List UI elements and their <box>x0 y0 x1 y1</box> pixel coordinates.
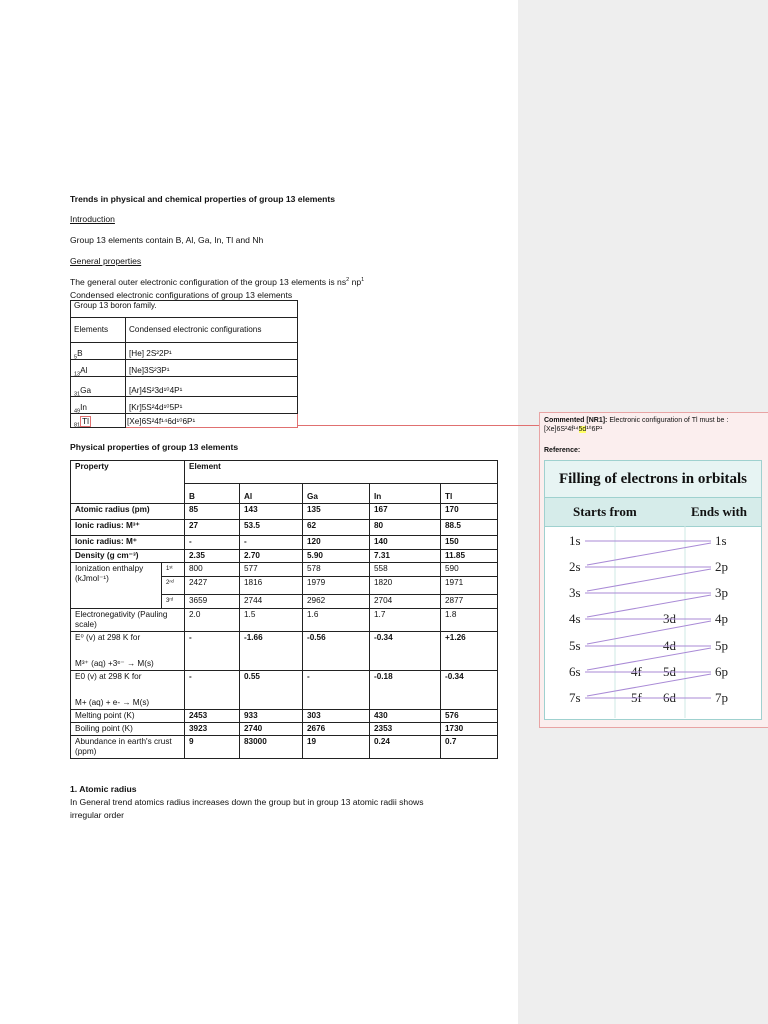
element-symbol: Al <box>80 366 88 375</box>
prop-cell: 2427 <box>185 577 240 595</box>
prop-cell: 1816 <box>240 577 303 595</box>
prop-cell: 0.7 <box>441 736 498 759</box>
prop-cell: 1730 <box>441 723 498 736</box>
prop-label-line-2: M+ (aq) + e- → M(s) <box>75 698 150 707</box>
prop-cell: 1971 <box>441 577 498 595</box>
config-element <box>71 414 126 428</box>
orbital-d-label: 6d <box>663 690 676 705</box>
prop-cell: 143 <box>240 504 303 520</box>
general-sup-1: 2 <box>346 277 350 284</box>
config-row <box>71 397 298 414</box>
prop-cell: 62 <box>303 520 370 536</box>
prop-row <box>71 632 498 671</box>
prop-cell: 800 <box>185 563 240 577</box>
orbital-end-label: 2p <box>715 559 728 574</box>
prop-cell: 140 <box>370 536 441 550</box>
prop-cell: 303 <box>303 710 370 723</box>
orbital-f-label: 4f <box>631 664 642 679</box>
prop-label-line: Density (g cm⁻³) <box>75 551 139 560</box>
prop-cell: - <box>185 536 240 550</box>
element-symbol: Ga <box>80 386 92 395</box>
prop-label-line: E0 (v) at 298 K for <box>75 672 142 681</box>
prop-label-line: Electronegativity (Pauling scale) <box>75 610 168 629</box>
prop-sub-label: 2ⁿᵈ <box>162 577 185 595</box>
prop-cell: 1.7 <box>370 609 441 632</box>
general-text-main: The general outer electronic configuration of the group 13 elements is ns <box>70 277 347 287</box>
prop-cell: 170 <box>441 504 498 520</box>
comment-connector-line <box>298 425 539 426</box>
prop-cell: 1.8 <box>441 609 498 632</box>
prop-cell: - <box>303 671 370 710</box>
prop-label <box>71 536 185 550</box>
comment-highlight: 5d <box>578 426 587 433</box>
atomic-heading: 1. Atomic radius <box>70 784 137 794</box>
prop-element-header: Al <box>240 484 303 504</box>
prop-row <box>71 710 498 723</box>
orbital-col-starts: Starts from <box>573 504 637 519</box>
intro-heading: Introduction <box>70 214 115 224</box>
orbital-start-label: 5s <box>569 638 581 653</box>
prop-cell: 2353 <box>370 723 441 736</box>
prop-cell: 27 <box>185 520 240 536</box>
properties-table <box>70 460 498 759</box>
prop-row <box>71 609 498 632</box>
prop-row <box>71 736 498 759</box>
prop-cell: 430 <box>370 710 441 723</box>
prop-cell: 2877 <box>441 595 498 609</box>
orbital-arrow <box>587 543 711 565</box>
prop-cell: 576 <box>441 710 498 723</box>
prop-label-line: Ionic radius: M⁺ <box>75 537 138 546</box>
config-value: [Ne]3S²3P¹ <box>126 360 298 377</box>
prop-cell: 1979 <box>303 577 370 595</box>
prop-cell: +1.26 <box>441 632 498 671</box>
prop-cell: 5.90 <box>303 550 370 563</box>
prop-cell: 11.85 <box>441 550 498 563</box>
prop-cell: 85 <box>185 504 240 520</box>
prop-cell: 80 <box>370 520 441 536</box>
prop-col-property: Property <box>71 461 185 504</box>
atomic-number: 81 <box>74 422 81 429</box>
prop-label-line: Abundance in earth's crust (ppm) <box>75 737 172 756</box>
prop-element-header: Ga <box>303 484 370 504</box>
prop-cell: 2962 <box>303 595 370 609</box>
prop-cell: 88.5 <box>441 520 498 536</box>
prop-cell: 0.55 <box>240 671 303 710</box>
prop-cell: 2453 <box>185 710 240 723</box>
orbital-start-label: 3s <box>569 585 581 600</box>
orbital-arrow <box>587 569 711 591</box>
orbital-end-label: 3p <box>715 585 728 600</box>
prop-row <box>71 671 498 710</box>
prop-label <box>71 710 185 723</box>
condensed-text: Condensed electronic configurations of group 13 elements <box>70 290 293 300</box>
config-value: [Kr]5S²4d¹⁰5P¹ <box>126 397 298 414</box>
prop-row <box>71 504 498 520</box>
atomic-number: 31 <box>74 391 81 398</box>
prop-row <box>71 723 498 736</box>
prop-sub-label: 3ʳᵈ <box>162 595 185 609</box>
orbital-arrow <box>587 648 711 670</box>
prop-cell: 7.31 <box>370 550 441 563</box>
prop-cell: 590 <box>441 563 498 577</box>
config-row <box>71 377 298 397</box>
prop-cell: 120 <box>303 536 370 550</box>
prop-cell: 150 <box>441 536 498 550</box>
orbital-end-label: 6p <box>715 664 728 679</box>
orbital-start-label: 1s <box>569 533 581 548</box>
prop-label <box>71 609 185 632</box>
prop-cell: 1.6 <box>303 609 370 632</box>
prop-cell: 2740 <box>240 723 303 736</box>
prop-element-header: In <box>370 484 441 504</box>
config-table <box>70 300 298 428</box>
orbital-f-label: 5f <box>631 690 642 705</box>
element-symbol: B <box>77 349 83 358</box>
prop-label <box>71 723 185 736</box>
config-value: [He] 2S²2P¹ <box>126 343 298 360</box>
prop-cell: 0.24 <box>370 736 441 759</box>
comment-label: Commented [NR1]: <box>544 417 608 424</box>
prop-cell: 2676 <box>303 723 370 736</box>
prop-label <box>71 736 185 759</box>
prop-cell: 83000 <box>240 736 303 759</box>
prop-row <box>71 563 498 577</box>
orbital-start-label: 7s <box>569 690 581 705</box>
prop-cell: 2744 <box>240 595 303 609</box>
prop-cell: 2.70 <box>240 550 303 563</box>
config-row <box>71 343 298 360</box>
orbital-figure-title: Filling of electrons in orbitals <box>545 461 761 498</box>
prop-cell: - <box>240 536 303 550</box>
prop-row <box>71 536 498 550</box>
prop-cell: -0.56 <box>303 632 370 671</box>
prop-label <box>71 671 185 710</box>
prop-row <box>71 550 498 563</box>
prop-sub-label: 1ˢᵗ <box>162 563 185 577</box>
prop-cell: 3923 <box>185 723 240 736</box>
orbital-figure-header <box>545 498 761 527</box>
element-symbol: Tl <box>82 417 89 426</box>
prop-cell: -1.66 <box>240 632 303 671</box>
config-element <box>71 343 126 360</box>
doc-title: Trends in physical and chemical properties of group 13 elements <box>70 194 336 204</box>
orbital-d-label: 4d <box>663 638 676 653</box>
comment-body: Electronic configuration of Tl must be : [Xe]6S²4f¹⁴ <box>544 417 729 433</box>
prop-label-line: Atomic radius (pm) <box>75 505 150 514</box>
prop-row <box>71 520 498 536</box>
intro-text: Group 13 elements contain B, Al, Ga, In, Tl and Nh <box>70 235 264 245</box>
orbital-d-label: 3d <box>663 611 676 626</box>
prop-cell: 933 <box>240 710 303 723</box>
config-value: [Ar]4S²3d¹⁰4P¹ <box>126 377 298 397</box>
prop-cell: -0.18 <box>370 671 441 710</box>
config-element <box>71 397 126 414</box>
prop-cell: -0.34 <box>370 632 441 671</box>
general-heading: General properties <box>70 256 142 266</box>
orbital-start-label: 6s <box>569 664 581 679</box>
orbital-d-label: 5d <box>663 664 676 679</box>
prop-cell: 1820 <box>370 577 441 595</box>
general-np: np <box>349 277 362 287</box>
orbital-arrow <box>587 621 711 644</box>
prop-label-line: E⁰ (v) at 298 K for <box>75 633 141 642</box>
prop-cell: 53.5 <box>240 520 303 536</box>
prop-cell: 9 <box>185 736 240 759</box>
orbital-arrow <box>587 595 711 617</box>
orbital-col-ends: Ends with <box>691 504 747 519</box>
general-sup-2: 1 <box>361 277 365 284</box>
prop-cell: 1.5 <box>240 609 303 632</box>
prop-label <box>71 550 185 563</box>
element-symbol: In <box>80 403 87 412</box>
prop-cell: 167 <box>370 504 441 520</box>
atomic-number: 49 <box>74 408 81 415</box>
orbital-start-label: 4s <box>569 611 581 626</box>
comment-reference: Reference: <box>544 447 581 454</box>
orbital-end-label: 1s <box>715 533 727 548</box>
prop-col-element: Element <box>185 461 498 484</box>
atomic-text-1: In General trend atomics radius increases down the group but in group 13 atomic radii shows <box>70 797 424 807</box>
prop-label <box>71 504 185 520</box>
prop-element-header: Tl <box>441 484 498 504</box>
orbital-start-label: 2s <box>569 559 581 574</box>
prop-cell: 2.35 <box>185 550 240 563</box>
prop-cell: -0.34 <box>441 671 498 710</box>
orbital-end-label: 4p <box>715 611 728 626</box>
config-row <box>71 360 298 377</box>
comment-body-end: ¹⁰6P¹ <box>586 426 603 433</box>
prop-label-line: Boiling point (K) <box>75 724 133 733</box>
physical-heading: Physical properties of group 13 elements <box>70 442 239 452</box>
prop-label <box>71 520 185 536</box>
orbital-arrows <box>545 526 761 718</box>
prop-cell: - <box>185 632 240 671</box>
config-row <box>71 414 298 428</box>
atomic-number: 13 <box>74 371 81 378</box>
atomic-number: 5 <box>74 354 78 361</box>
config-col-elements: Elements <box>71 318 126 343</box>
prop-label <box>71 632 185 671</box>
prop-cell: 19 <box>303 736 370 759</box>
atomic-text-2: irregular order <box>70 810 124 820</box>
prop-label-line: Melting point (K) <box>75 711 135 720</box>
prop-label: Ionization enthalpy (kJmol⁻¹) <box>71 563 162 609</box>
prop-element-header: B <box>185 484 240 504</box>
prop-cell: 558 <box>370 563 441 577</box>
prop-cell: 3659 <box>185 595 240 609</box>
config-col-config: Condensed electronic configurations <box>126 318 298 343</box>
prop-cell: 2.0 <box>185 609 240 632</box>
prop-cell: 577 <box>240 563 303 577</box>
prop-label-line: Ionic radius: M³⁺ <box>75 521 140 530</box>
comment-text <box>544 416 764 434</box>
general-text <box>70 277 364 288</box>
prop-cell: 135 <box>303 504 370 520</box>
prop-cell: - <box>185 671 240 710</box>
config-element <box>71 360 126 377</box>
orbital-end-label: 5p <box>715 638 728 653</box>
config-table-caption: Group 13 boron family. <box>71 301 298 318</box>
orbital-end-label: 7p <box>715 690 728 705</box>
config-element <box>71 377 126 397</box>
prop-cell: 578 <box>303 563 370 577</box>
prop-label-line-2: M³⁺ (aq) +3ᵉ⁻ → M(s) <box>75 659 154 668</box>
orbital-arrow <box>587 674 711 696</box>
orbital-filling-figure <box>544 460 762 720</box>
config-value: [Xe]6S²4f¹⁴6d¹⁰6P¹ <box>126 414 298 428</box>
prop-cell: 2704 <box>370 595 441 609</box>
